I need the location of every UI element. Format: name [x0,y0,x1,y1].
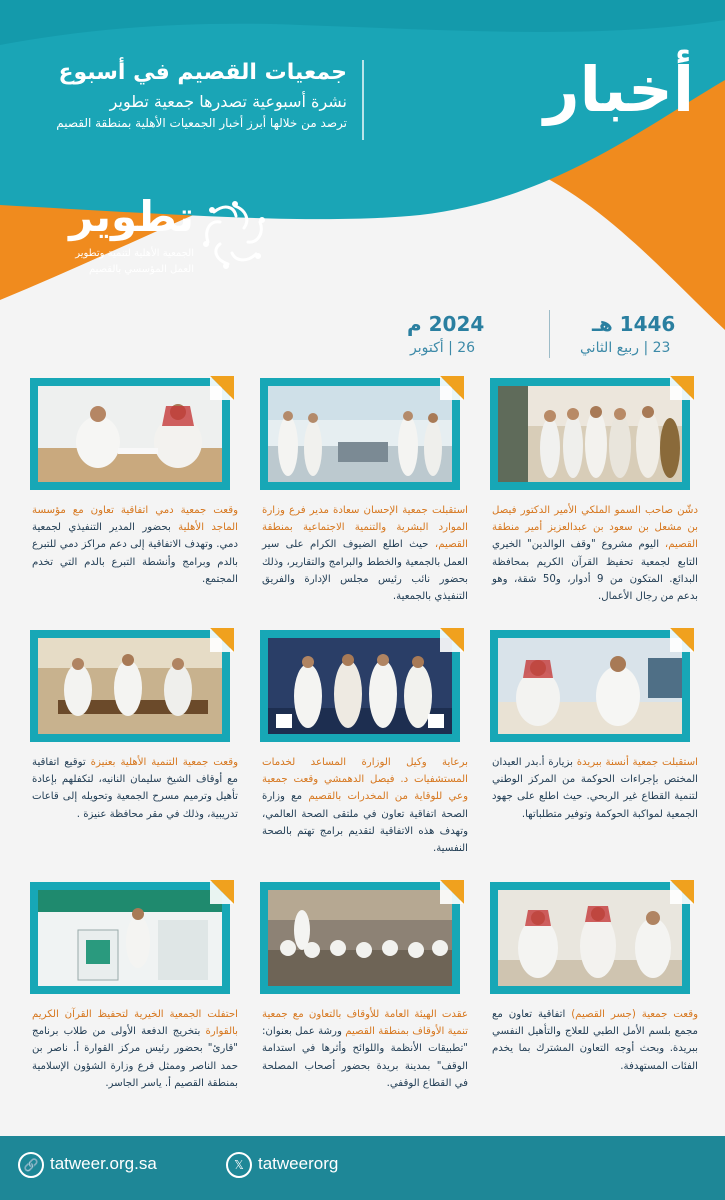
news-highlight: وقعت جمعية التنمية الأهلية بعنيزة [90,757,238,768]
news-text [262,502,468,605]
hijri-year: 1446 هـ [592,312,676,336]
news-highlight: وقعت جمعية (جسر القصيم) [571,1009,698,1020]
logo-subtitle-1: الجمعية الأهلية لتنمية وتطوير [75,248,194,259]
gregorian-year: 2024 م [407,312,485,336]
header-subtitle: نشرة أسبوعية تصدرها جمعية تطوير [109,92,347,111]
hijri-date [580,340,670,356]
news-photo [498,386,682,482]
news-body: ورشة عمل بعنوان: "تطبيقات الأنظمة واللوائح وأثرها في استدامة الوقف" بمدينة بريدة بحضور أصحاب المصلحة في القطاع الوقفي. [262,1026,468,1089]
news-text [492,1006,698,1075]
news-highlight: استقبلت جمعية الإحسان سعادة مدير فرع وزارة الموارد البشرية والتنمية الاجتماعية بمنطقة القصيم، [262,505,468,551]
corner-fold-icon [440,880,464,904]
news-photo [498,890,682,986]
header-divider [362,60,364,140]
corner-fold-icon [210,880,234,904]
corner-fold-icon [670,376,694,400]
news-photo [268,386,452,482]
news-photo-frame [20,368,250,500]
news-highlight: وقعت جمعية دمي اتفاقية تعاون مع مؤسسة الماجد الأهلية [32,505,238,534]
header-title: جمعيات القصيم في أسبوع [58,60,347,85]
news-card [20,368,250,600]
footer-bar [0,1136,725,1200]
gregorian-date [410,340,475,356]
news-card [20,620,250,852]
news-card [480,872,710,1104]
news-body: بزيارة أ.بدر العيدان المختص بإجراءات الحوكمة من المركز الوطني لتنمية القطاع غير الربحي. حيث اطلع على جهود الجمعية لمواكبة الحوكمة وتوفير متطلباتها. [492,757,698,820]
news-photo [38,638,222,734]
corner-fold-icon [440,376,464,400]
news-card [250,872,480,1104]
news-text [262,1006,468,1092]
news-photo-frame [250,872,480,1004]
corner-fold-icon [210,376,234,400]
logo-wordmark: تطوير [69,192,194,241]
news-text [492,754,698,823]
news-body: مع وزارة الصحة اتفاقية تعاون في ملتقى الصحة العالمي، وتهدف هذه الاتفاقية لتقديم برامج تهتم بالصحة النفسية. [262,791,468,855]
gregorian-pipe: | [443,340,453,356]
news-highlight: برعاية وكيل الوزارة المساعد لخدمات المستشفيات د. فيصل الدهمشي وقعت جمعية وعي للوقاية من المخدرات بالقصيم [262,757,468,803]
news-highlight: استقبلت جمعية أنسنة ببريدة [576,757,698,768]
news-highlight: دشّن صاحب السمو الملكي الأمير الدكتور فيصل بن مشعل بن سعود بن عبدالعزيز أمير منطقة القصيم، [492,505,698,551]
news-card [20,872,250,1104]
news-photo [268,638,452,734]
news-card [250,620,480,855]
logo-mark-icon [198,198,272,272]
news-photo [38,386,222,482]
x-icon: 𝕏 [226,1152,252,1178]
link-icon: 🔗 [18,1152,44,1178]
website-link[interactable]: tatweer.org.sa [50,1154,157,1173]
x-handle-link[interactable]: tatweerorg [258,1154,339,1173]
news-photo [268,890,452,986]
news-photo-frame [20,872,250,1004]
news-photo-frame [250,368,480,500]
news-photo-frame [480,368,710,500]
news-card [250,368,480,603]
corner-fold-icon [210,628,234,652]
news-photo-frame [250,620,480,752]
news-photo-frame [480,872,710,1004]
corner-fold-icon [440,628,464,652]
logo-subtitle-2: العمل المؤسسي بالقصيم [88,264,194,275]
news-text [32,502,238,588]
news-highlight: عقدت الهيئة العامة للأوقاف بالتعاون مع جمعية تنمية الأوقاف بمنطقة القصيم [262,1009,468,1038]
news-text [492,502,698,605]
date-divider [549,310,550,358]
hijri-pipe: | [639,340,649,356]
news-card [480,368,710,603]
hijri-month: ربيع الثاني [580,340,639,356]
news-text [262,754,468,857]
news-photo-frame [480,620,710,752]
news-photo [38,890,222,986]
header-tagline: ترصد من خلالها أبرز أخبار الجمعيات الأهلية بمنطقة القصيم [56,116,347,130]
news-body: حيث اطلع الضيوف الكرام على سير العمل بالجمعية والخطط والبرامج والتقارير، وذلك بحضور نائب رئيس مجلس الإدارة والفريق التنفيذي بالجمعية. [262,539,468,603]
header-big-title: أخبار [543,53,695,126]
news-photo-frame [20,620,250,752]
news-photo [498,638,682,734]
hijri-day: 23 [652,340,671,356]
corner-fold-icon [670,880,694,904]
gregorian-day: 26 [457,340,476,356]
news-body: توقيع اتفاقية مع أوقاف الشيخ سليمان النانيه، لتكفلهم بإعادة تأهيل وترميم مسرح الجمعية وتحويله إلى قاعات تدريبية، وذلك في مقر محافظة عنيزة . [32,757,238,820]
news-card [480,620,710,852]
news-body: اليوم مشروع "وقف الوالدين" الخيري التابع لجمعية تحفيظ القرآن الكريم بمحافظة البدائع. المتكون من 9 أدوار، و50 شقة، وهو بدعم من رجال الأعمال. [492,539,698,603]
corner-fold-icon [670,628,694,652]
news-body: بتخريج الدفعة الأولى من طلاب برنامج "قارئ" بحضور رئيس مركز القوارة أ. ناصر بن حمد الناصر وممثل فرع وزارة الشؤون الإسلامية بمنطقة القصيم أ. ياسر الجاسر. [32,1026,238,1089]
news-highlight: احتفلت الجمعية الخيرية لتحفيظ القرآن الكريم بالقوارة [32,1009,238,1038]
news-body: بحضور المدير التنفيذي لجمعية دمي. وتهدف الاتفاقية إلى دعم مراكز دمي للتبرع بالدم وبرامج وأنشطة التبرع بالدم التي تخدم المجتمع. [32,522,238,585]
news-text [32,1006,238,1092]
gregorian-month: أكتوبر [410,340,444,356]
news-body: اتفاقية تعاون مع مجمع بلسم الأمل الطبي للعلاج والتأهيل النفسي ببريدة. وبحث أوجه التعاون المشترك بما يخدم الفئات المستهدفة. [492,1009,698,1072]
tatweer-logo [52,192,272,292]
news-text [32,754,238,823]
